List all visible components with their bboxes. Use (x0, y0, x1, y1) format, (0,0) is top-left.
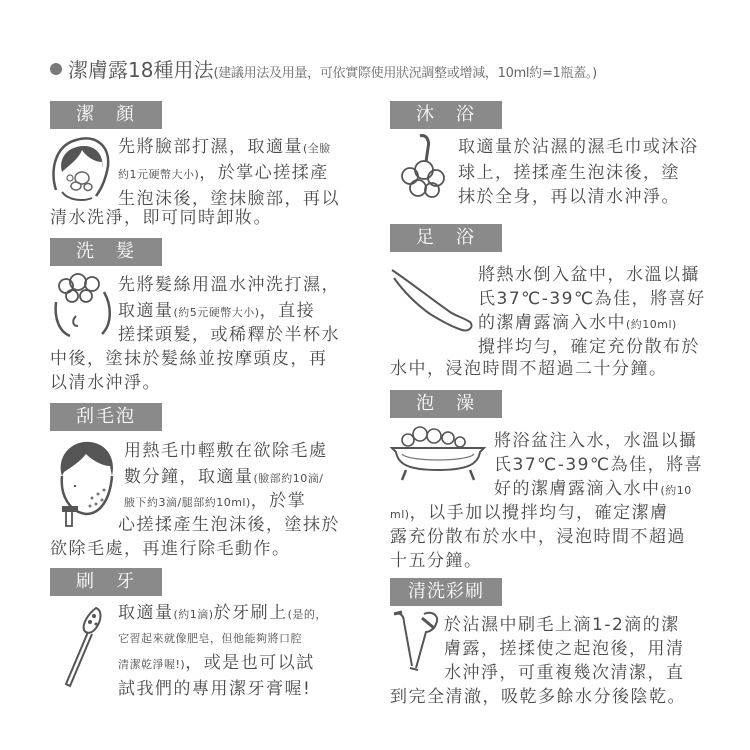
brush-text-4: 到完全清澈，吸乾多餘水分後陰乾。 (390, 687, 686, 707)
shaving-face-icon (52, 436, 120, 528)
bath-text-3: 抹於全身，再以清水沖淨。 (458, 187, 680, 207)
tag-hair-wash: 洗 髮 (50, 238, 162, 266)
tag-brush-clean: 清洗彩刷 (390, 578, 502, 606)
bath-sponge-icon (396, 132, 452, 204)
teeth-note-2: (是的， (287, 608, 327, 621)
face-text-2: ，於掌心搓揉產 (199, 163, 329, 183)
face-text-4: 清水洗淨，即可同時卸妝。 (50, 208, 272, 228)
soak-note-1: (約10 (660, 484, 692, 497)
shave-text-2: 數分鐘，取適量 (124, 467, 254, 487)
teeth-note-1: (約1滴) (173, 608, 214, 621)
face-foam-icon (48, 132, 116, 204)
hair-note: (約5元硬幣大小) (173, 306, 260, 319)
brush-text-2: 膚露，搓揉使之起泡後，用清 (444, 639, 685, 659)
tag-foot-bath: 足 浴 (390, 224, 502, 252)
face-text-3: 生泡沫後，塗抹臉部，再以 (118, 189, 340, 209)
bath-text-2: 球上，搓揉產生泡沫後，塗 (458, 163, 680, 183)
shave-text-4: 心搓揉產生泡沫後，塗抹於 (118, 515, 340, 535)
teeth-note-4: 清潔乾淨喔!) (118, 658, 186, 671)
soak-text-6: 十五分鐘。 (390, 551, 483, 571)
teeth-note-3: 它習起來就像肥皂，但他能夠將口腔 (118, 632, 302, 645)
bath-text-1: 取適量於沾濕的濕毛巾或沐浴 (458, 137, 699, 157)
tag-shave: 刮毛泡 (50, 403, 162, 431)
hair-text-3: 搓揉頭髮，或稀釋於半杯水 (118, 325, 340, 345)
soak-note-2: ml) (390, 508, 410, 521)
hair-text-2b: ，直接 (259, 301, 316, 321)
makeup-brush-icon (392, 610, 442, 674)
teeth-text-4: 試我們的專用潔牙膏喔! (118, 679, 312, 699)
shave-note-2: 腋下約3滴/腿部約10ml) (124, 496, 251, 509)
soak-text-1: 將浴盆注入水，水溫以攝 (494, 431, 698, 451)
shave-text-3: ，於掌 (250, 491, 307, 511)
face-text-1: 先將臉部打濕，取適量 (118, 137, 303, 157)
soak-text-3: 好的潔膚露滴入水中 (494, 479, 661, 499)
bathtub-icon (388, 424, 488, 484)
brush-text-3: 水沖淨，可重複幾次清潔，直 (444, 663, 685, 683)
hair-text-1: 先將髮絲用溫水沖洗打濕， (118, 275, 340, 295)
foot-text-4: 攪拌均勻，確定充份散布於 (478, 337, 700, 357)
tag-teeth: 刷 牙 (50, 568, 162, 596)
face-note-2: 約1元硬幣大小) (118, 168, 200, 181)
toothbrush-icon (58, 600, 108, 690)
title-main: 潔膚露18種用法 (68, 58, 214, 82)
hair-wash-icon (50, 272, 116, 338)
face-note-1: (全臉 (303, 142, 331, 155)
brush-text-1: 於沾濕中刷毛上滴1-2滴的潔 (444, 615, 680, 635)
tag-bath: 沐 浴 (390, 101, 502, 129)
leg-foot-icon (390, 262, 480, 338)
foot-text-3: 的潔膚露滴入水中 (478, 313, 626, 333)
hair-text-2a: 取適量 (118, 301, 174, 321)
foot-text-2: 氏37℃-39℃為佳，將喜好 (478, 289, 706, 309)
tag-soak: 泡 澡 (390, 390, 502, 418)
tag-face-wash: 潔 顏 (50, 101, 162, 129)
shave-text-5: 欲除毛處，再進行除毛動作。 (50, 539, 291, 559)
hair-text-5: 以清水沖淨。 (50, 373, 161, 393)
soak-text-2: 氏37℃-39℃為佳，將喜 (494, 455, 704, 475)
bullet-dot-icon (50, 63, 62, 75)
teeth-text-1b: 於牙刷上 (213, 603, 288, 623)
foot-text-5: 水中，浸泡時間不超過二十分鐘。 (390, 359, 668, 379)
shave-text-1: 用熱毛巾輕敷在欲除毛處 (124, 441, 328, 461)
soak-text-5: 露充份散布於水中，浸泡時間不超過 (390, 527, 686, 547)
shave-note-1: (臉部約10滴/ (253, 472, 324, 485)
foot-text-1: 將熱水倒入盆中，水溫以攝 (478, 265, 700, 285)
title-note: (建議用法及用量，可依實際使用狀況調整或增減，10ml約=1瓶蓋。) (213, 66, 597, 81)
teeth-text-3: ，或是也可以試 (185, 653, 315, 673)
foot-note: (約10ml) (626, 318, 677, 331)
hair-text-4: 中後，塗抹於髮絲並按摩頭皮，再 (50, 349, 328, 369)
teeth-text-1a: 取適量 (118, 603, 174, 623)
page-title (50, 54, 597, 83)
soak-text-4: ，以手加以攪拌均勻，確定潔膚 (409, 503, 669, 523)
